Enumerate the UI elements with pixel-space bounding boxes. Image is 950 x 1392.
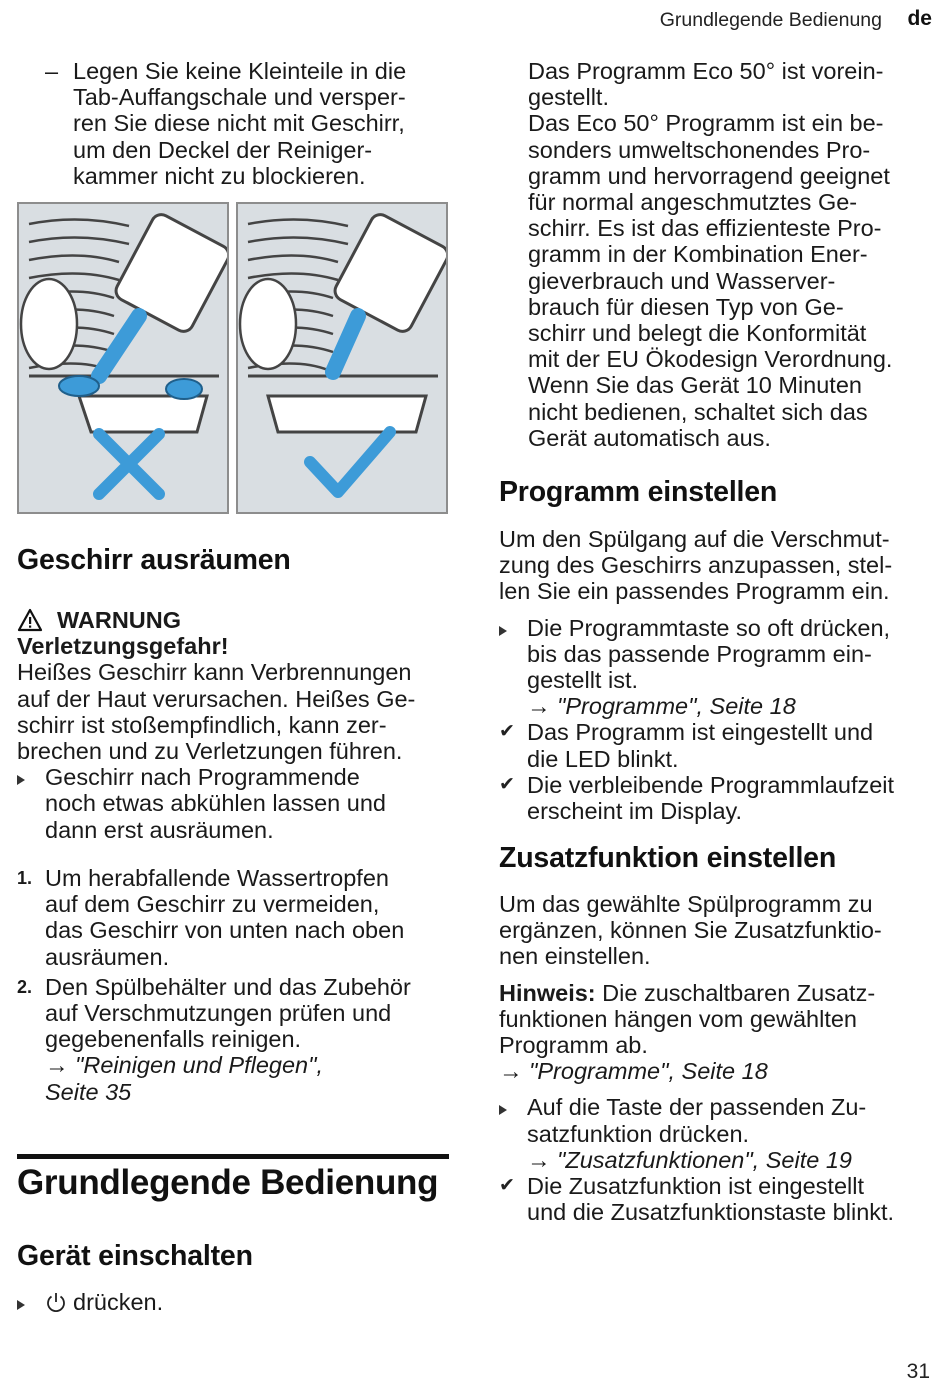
running-header-title: Grundlegende Bedienung (659, 9, 882, 31)
switch-on-action (17, 1289, 457, 1315)
text-line: Das Programm Eco 50° ist vorein- (528, 58, 884, 84)
cross-reference-link[interactable]: → "Programme", Seite 18 (499, 1058, 768, 1085)
text-line: Den Spülbehälter und das Zubehör (45, 973, 411, 1000)
text-line: das Geschirr von unten nach oben (45, 917, 405, 944)
text-line: gestellt ist. (527, 667, 639, 694)
result-item (499, 1173, 939, 1225)
chapter-rule (17, 1154, 449, 1159)
action-item (499, 1094, 939, 1173)
text-line: sonders umweltschonendes Pro- (528, 136, 871, 163)
text-line: bis das passende Programm ein- (527, 640, 872, 667)
text-line: Geschirr nach Programmende (45, 764, 360, 791)
note-line: Hinweis: Die zuschaltbaren Zusatz- (499, 979, 876, 1006)
power-icon (45, 1291, 67, 1313)
step-item (17, 865, 457, 970)
ref-arrow-icon: → (527, 1146, 551, 1173)
text-line: noch etwas abkühlen lassen und (45, 790, 386, 817)
illustration-correct-loading (236, 202, 448, 514)
numbered-steps (17, 865, 457, 1105)
text-line: nen einstellen. (499, 943, 651, 970)
text-line: nicht bedienen, schaltet sich das (528, 398, 868, 425)
text-line: schirr und belegt die Konformität (528, 320, 867, 347)
text-line: funktionen hängen vom gewählten (499, 1005, 857, 1032)
step-number: 1. (17, 868, 33, 888)
text-line: Die verbleibende Programmlaufzeit (527, 771, 895, 798)
text-line: ausräumen. (45, 943, 170, 970)
warning-title: Verletzungsgefahr! (17, 633, 229, 660)
cross-reference-link[interactable]: → "Zusatzfunktionen", Seite 19 (527, 1146, 852, 1173)
warning-triangle-icon (17, 608, 43, 632)
cross-reference-link[interactable]: → "Reinigen und Pflegen", (45, 1052, 323, 1079)
dash-list-item (45, 58, 465, 189)
text-line: Die Programmtaste so oft drücken, (527, 614, 891, 641)
step-number: 2. (17, 976, 33, 997)
text-line: Gerät automatisch aus. (528, 424, 771, 451)
extra-function-section (499, 891, 939, 1225)
text-line: Tab-Auffangschale und versper- (73, 84, 406, 111)
text-line: Das Programm ist eingestellt und (527, 719, 874, 746)
result-check-icon: ✔ (499, 1175, 515, 1197)
result-item (499, 719, 939, 771)
result-check-icon: ✔ (499, 721, 515, 743)
page-number: 31 (906, 1360, 930, 1383)
text-line: gestellt. (528, 84, 609, 111)
language-tag: de (907, 7, 932, 30)
text-line: schirr ist stoßempfindlich, kann zer- (17, 711, 387, 738)
warning-label: WARNUNG (57, 607, 182, 633)
program-section (499, 526, 939, 824)
section-heading-program: Programm einstellen (499, 476, 778, 508)
text-line: ren Sie diese nicht mit Geschirr, (73, 110, 405, 137)
text-line: auf der Haut verursachen. Heißes Ge- (17, 685, 416, 712)
text-line: gegebenenfalls reinigen. (45, 1026, 302, 1053)
text-line: Das Eco 50° Programm ist ein be- (528, 110, 884, 137)
text-line: Legen Sie keine Kleinteile in die (73, 58, 407, 84)
cross-reference-link[interactable]: → "Programme", Seite 18 (527, 693, 796, 720)
action-item (499, 615, 939, 720)
text-line: Heißes Geschirr kann Verbrennungen (17, 659, 412, 686)
text-line: und die Zusatzfunktionstaste blinkt. (527, 1199, 895, 1226)
illustration-wrong-loading (17, 202, 229, 514)
step-item (17, 974, 457, 1105)
text-line: dann erst ausräumen. (45, 816, 274, 843)
text-line: brechen und zu Verletzungen führen. (17, 738, 403, 765)
section-heading-extra-function: Zusatzfunktion einstellen (499, 842, 837, 874)
text-line: Um herabfallende Wassertropfen (45, 865, 389, 891)
action-item (17, 1289, 457, 1315)
text-line: Auf die Taste der passenden Zu- (527, 1094, 867, 1121)
result-item (499, 772, 939, 824)
eco-program-text (528, 58, 938, 451)
text-line: um den Deckel der Reiniger- (73, 136, 373, 163)
text-line: Um den Spülgang auf die Verschmut- (499, 526, 890, 552)
cross-reference-page[interactable]: Seite 35 (45, 1078, 132, 1105)
section-heading-switch-on: Gerät einschalten (17, 1240, 253, 1272)
text-line: schirr. Es ist das effizienteste Pro- (528, 215, 882, 242)
text-line: auf dem Geschirr zu vermeiden, (45, 891, 380, 918)
text-line: Um das gewählte Spülprogramm zu (499, 891, 873, 917)
text-line: gramm in der Kombination Ener- (528, 241, 868, 268)
text-line: len Sie ein passendes Programm ein. (499, 578, 890, 605)
text-line: mit der EU Ökodesign Verordnung. (528, 346, 893, 373)
text-line: Wenn Sie das Gerät 10 Minuten (528, 372, 862, 399)
text-line: für normal angeschmutztes Ge- (528, 189, 858, 216)
note-label: Hinweis: (499, 979, 596, 1006)
ref-arrow-icon: → (499, 1058, 523, 1085)
text-line: kammer nicht zu blockieren. (73, 162, 366, 189)
checkmark-icon (300, 422, 400, 504)
text-line: die LED blinkt. (527, 745, 679, 772)
text-line: Die Zusatzfunktion ist eingestellt (527, 1173, 864, 1200)
text-line: Programm ab. (499, 1032, 648, 1059)
text-line: satzfunktion drücken. (527, 1120, 750, 1147)
text-line: auf Verschmutzungen prüfen und (45, 1000, 392, 1027)
text-line: brauch für diesen Typ von Ge- (528, 293, 844, 320)
action-arrow-icon (499, 1105, 507, 1115)
cross-icon (89, 424, 169, 504)
text-line: zung des Geschirrs anzupassen, stel- (499, 552, 893, 579)
warning-block (17, 607, 457, 843)
action-arrow-icon (17, 1300, 25, 1310)
ref-arrow-icon: → (527, 693, 551, 720)
chapter-title: Grundlegende Bedienung (17, 1163, 439, 1202)
text-line: erscheint im Display. (527, 798, 743, 825)
text-line: gieverbrauch und Wasserver- (528, 267, 836, 294)
action-item (17, 764, 457, 843)
text-line: gramm und hervorragend geeignet (528, 162, 890, 189)
action-arrow-icon (499, 626, 507, 636)
ref-arrow-icon: → (45, 1052, 69, 1079)
dash-marker: – (45, 58, 59, 84)
text-line: ergänzen, können Sie Zusatzfunktio- (499, 917, 882, 944)
section-heading-unload: Geschirr ausräumen (17, 544, 291, 576)
result-check-icon: ✔ (499, 773, 515, 795)
switch-on-text: drücken. (73, 1289, 164, 1315)
action-arrow-icon (17, 775, 25, 785)
